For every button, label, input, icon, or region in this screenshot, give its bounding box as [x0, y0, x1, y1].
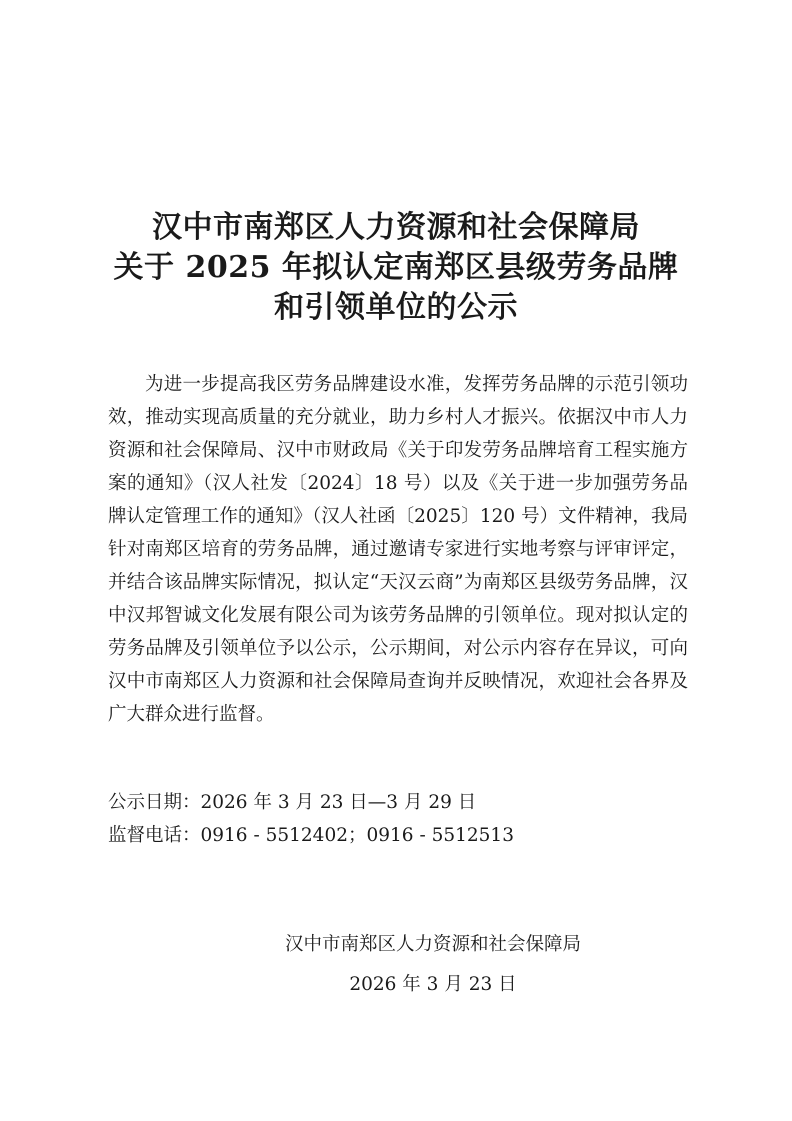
signature-date: 2026 年 3 月 23 日	[349, 974, 517, 995]
title-line-2: 关于 2025 年拟认定南郑区县级劳务品牌	[113, 250, 679, 285]
title-line-3: 和引领单位的公示	[274, 290, 518, 325]
document-title	[0, 208, 792, 328]
notice-date-line: 公示日期：2026 年 3 月 23 日—3 月 29 日	[108, 792, 477, 813]
signature-block	[200, 925, 666, 1005]
signature-organization: 汉中市南郑区人力资源和社会保障局	[284, 934, 581, 955]
title-line-1: 汉中市南郑区人力资源和社会保障局	[152, 210, 640, 245]
body-paragraph: 为进一步提高我区劳务品牌建设水准，发挥劳务品牌的示范引领功效，推动实现高质量的充分就业，助力乡村人才振兴。依据汉中市人力资源和社会保障局、汉中市财政局《关于印发劳务品牌培育工程实施方案的通知》（汉人社发〔2024〕18 号）以及《关于进一步加强劳务品牌认定管理工作的通知》（汉人社函〔2025〕120 号）文件精神，我局针对南郑区培育的劳务品牌，通过邀请专家进行实地考察与评审评定，并结合该品牌实际情况，拟认定“天汉云商”为南郑区县级劳务品牌，汉中汉邦智诚文化发展有限公司为该劳务品牌的引领单位。现对拟认定的劳务品牌及引领单位予以公示，公示期间，对公示内容存在异议，可向汉中市南郑区人力资源和社会保障局查询并反映情况，欢迎社会各界及广大群众进行监督。	[108, 374, 688, 725]
supervision-phone-line: 监督电话：0916 - 5512402；0916 - 5512513	[108, 825, 514, 846]
